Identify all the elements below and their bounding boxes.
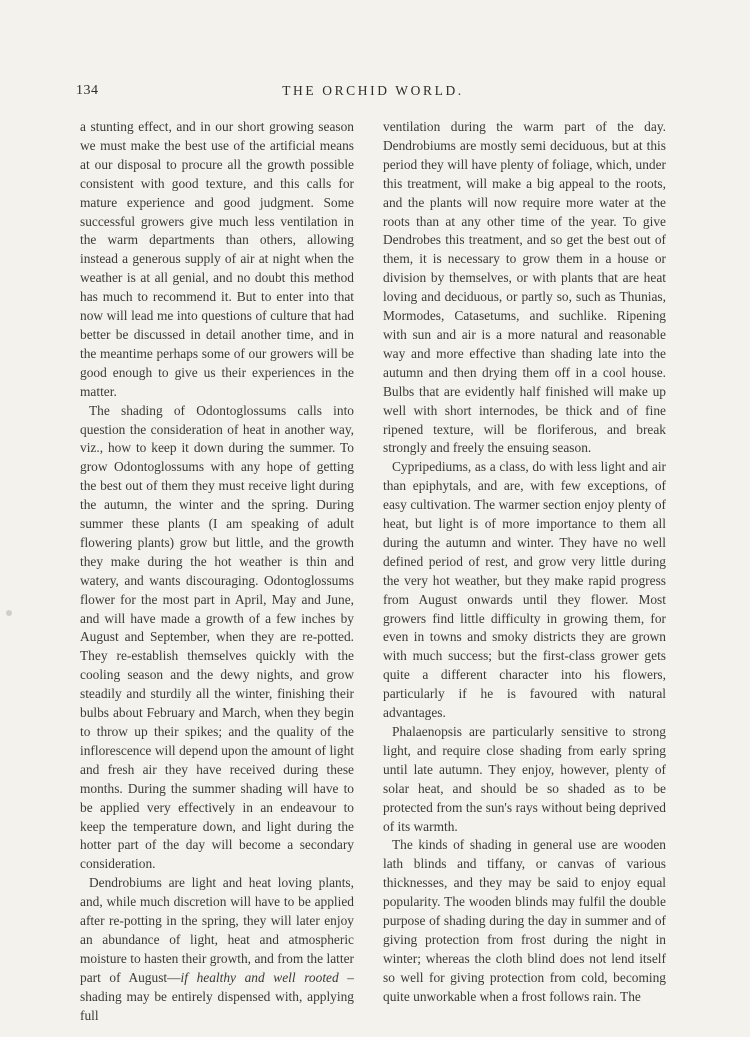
paragraph-continuation: a stunting effect, and in our short growing season we must make the best use of the artificial means at our disposal to procure all the growth possible consistent with good texture, and this calls for mature experience and good judgment. Some successful growers give much less ventilation in the warm departments than others, allowing instead a generous supply of air at night when the weather is at all genial, and no doubt this method has much to recommend it. But to enter into that now will lead me into questions of culture that had better be discussed in detail another time, and in the meantime perhaps some of our growers will be good enough to give us their experiences in the matter. [80, 119, 354, 399]
page-header [76, 83, 670, 101]
running-title: THE ORCHID WORLD. [282, 83, 464, 98]
right-column [383, 118, 666, 1007]
paragraph-kinds-of-shading: The kinds of shading in general use are wooden lath blinds and tiffany, or canvas of various thicknesses, and they may be said to enjoy equal popularity. The wooden blinds may fulfil the double purpose of shading during the day in summer and of giving protection from frost during the night in winter; whereas the cloth blind does not lend itself so well for giving protection from cold, becoming quite unworkable when a frost follows rain. The [383, 837, 666, 1004]
paragraph-cypripediums: Cypripediums, as a class, do with less light and air than epiphytals, and are, with few exceptions, of easy cultivation. The warmer section enjoy plenty of heat, but light is of more importance to them all during the autumn and winter. They have no well defined period of rest, and grow very little during the very hot weather, but they make rapid progress from August onwards until they flower. Most growers find little difficulty in growing them, for even in towns and smoky districts they are grown with much success; but the first-class grower gets quite a different character into his flowers, particularly if he is favoured with natural advantages. [383, 459, 666, 721]
paragraph-odontoglossum-shading: The shading of Odontoglossums calls into question the consideration of heat in another way, viz., how to keep it down during the summer. To grow Odontoglossums with any hope of getting the best out of them they must receive light during the autumn, the winter and the spring. During summer these plants (I am speaking of adult flowering plants) grow but little, and the growth they make during the hot weather is thin and watery, and wants discouraging. Odontoglossums flower for the most part in April, May and June, and will have made a growth of a few inches by August and September, when they are re-potted. They re-establish themselves quickly with the cooling season and the dewy nights, and grow steadily and sturdily all the winter, finishing their bulbs about February and March, when they begin to throw up their spikes; and the quality of the inflorescence will depend upon the amount of light and fresh air they have received during these months. During the summer shading will have to be applied very effectively in an endeavour to keep the temperature down, and light during the hotter part of the day will become a secondary consideration. [80, 402, 354, 872]
paragraph-ventilation: ventilation during the warm part of the day. Dendrobiums are mostly semi deciduous, but at this period they will have plenty of foliage, which, under this treatment, will make a big appeal to the roots, and the plants will now require more water at the roots than at any other time of the year. To give Dendrobes this treatment, and so get the best out of them, it is necessary to grow them in a house or division by themselves, or with plants that are heat loving and deciduous, or partly so, such as Thunias, Mormodes, Catasetums, and suchlike. Ripening with sun and air is a more natural and reasonable way and more effective than shading late into the autumn and then drying them off in a cool house. Bulbs that are evidently half finished will make up well with short internodes, be thick and of fine ripened texture, will be floriferous, and break strongly and freely the ensuing season. [383, 119, 666, 456]
paragraph-text: Dendrobiums are light and heat loving plants, and, while much discretion will have to be applied after re-potting in the spring, they will later enjoy an abundance of light, heat and atmospheric moisture to hasten their growth, and from the latter part of August— [80, 875, 354, 985]
italic-phrase: if healthy and well rooted [180, 969, 339, 985]
paragraph-dendrobiums [80, 874, 354, 1025]
left-column [80, 118, 354, 1026]
paragraph-phalaenopsis: Phalaenopsis are particularly sensitive to strong light, and require close shading from early spring until late autumn. They enjoy, however, plenty of solar heat, and should be so shaded as to be protected from the sun's rays without being deprived of its warmth. [383, 724, 666, 834]
scan-speck [6, 610, 12, 616]
page-number: 134 [76, 83, 99, 98]
paragraph-text: –shading may be entirely dispensed with, applying full [80, 969, 354, 1023]
